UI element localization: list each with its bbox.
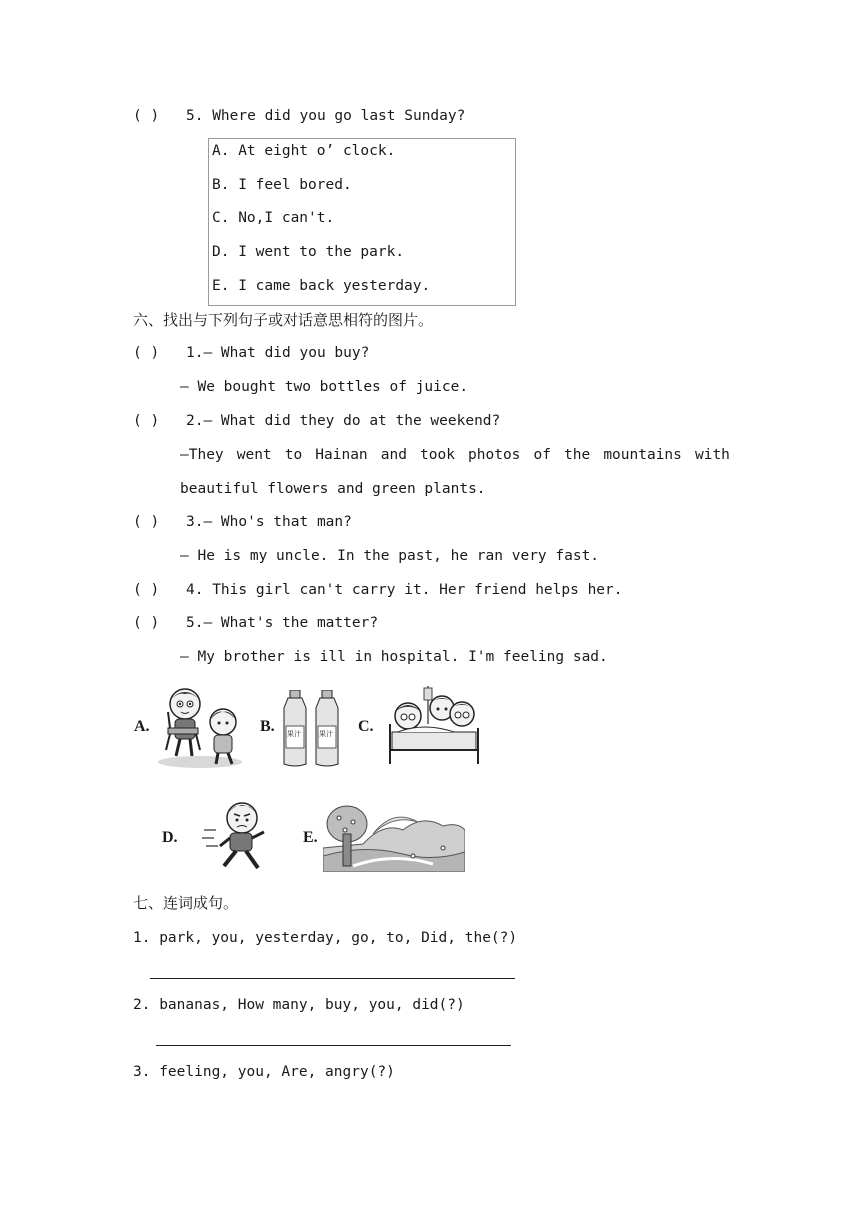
bottle-label-text: 果汁	[319, 730, 333, 738]
word: and	[380, 447, 407, 463]
word: took	[420, 447, 455, 463]
dialog-line: 2.— What did they do at the weekend?	[186, 413, 501, 429]
answer-bracket[interactable]: ( )	[133, 582, 160, 598]
answer-bracket[interactable]: ( )	[133, 615, 160, 631]
two-kids-carrying-chair-icon	[150, 684, 245, 770]
picture-label-b: B.	[260, 718, 275, 735]
picture-label-e: E.	[303, 829, 318, 846]
option-e: E. I came back yesterday.	[212, 278, 431, 294]
option-a: A. At eight o’ clock.	[212, 143, 396, 159]
sick-boy-in-hospital-bed-icon	[384, 684, 484, 770]
exercise-item: 2. bananas, How many, buy, you, did(?)	[133, 997, 465, 1013]
picture-label-a: A.	[134, 718, 150, 735]
word: photos	[468, 447, 521, 463]
word: of	[533, 447, 551, 463]
answer-line[interactable]	[150, 978, 515, 979]
dialog-line: 4. This girl can't carry it. Her friend helps her.	[186, 582, 623, 598]
answer-bracket[interactable]: ( )	[133, 514, 160, 530]
options-box	[208, 138, 516, 306]
answer-line[interactable]	[156, 1045, 511, 1046]
picture-label-d: D.	[162, 829, 178, 846]
word: Hainan	[315, 447, 368, 463]
option-d: D. I went to the park.	[212, 244, 405, 260]
dialog-line: — My brother is ill in hospital. I'm feeling sad.	[180, 649, 608, 665]
dialog-line: 1.— What did you buy?	[186, 345, 370, 361]
dialog-line: — He is my uncle. In the past, he ran very fast.	[180, 548, 600, 564]
exercise-item: 3. feeling, you, Are, angry(?)	[133, 1064, 395, 1080]
section-6-heading: 六、找出与下列句子或对话意思相符的图片。	[133, 311, 434, 329]
word: mountains	[603, 447, 682, 463]
dialog-line: 5.— What's the matter?	[186, 615, 379, 631]
word: the	[564, 447, 591, 463]
dialog-line: beautiful flowers and green plants.	[180, 481, 486, 497]
bottle-label-text: 果汁	[287, 730, 301, 738]
answer-bracket[interactable]: ( )	[133, 345, 160, 361]
option-c: C. No,I can't.	[212, 210, 335, 226]
section-7-heading: 七、连词成句。	[133, 894, 239, 912]
dialog-line: — We bought two bottles of juice.	[180, 379, 469, 395]
two-juice-bottles-icon	[280, 690, 346, 768]
dialog-line: 3.— Who's that man?	[186, 514, 352, 530]
question-text: 5. Where did you go last Sunday?	[186, 108, 466, 124]
word: to	[284, 447, 303, 463]
answer-bracket[interactable]: ( )	[133, 413, 160, 429]
word: with	[694, 447, 730, 463]
exercise-item: 1. park, you, yesterday, go, to, Did, the(?)	[133, 930, 518, 946]
mountains-and-trees-icon	[323, 804, 465, 872]
picture-label-c: C.	[358, 718, 374, 735]
word: —They	[180, 447, 224, 463]
boy-running-icon	[200, 796, 272, 874]
answer-bracket[interactable]: ( )	[133, 108, 160, 124]
option-b: B. I feel bored.	[212, 177, 352, 193]
word: went	[236, 447, 272, 463]
dialog-line-justified	[180, 445, 730, 465]
